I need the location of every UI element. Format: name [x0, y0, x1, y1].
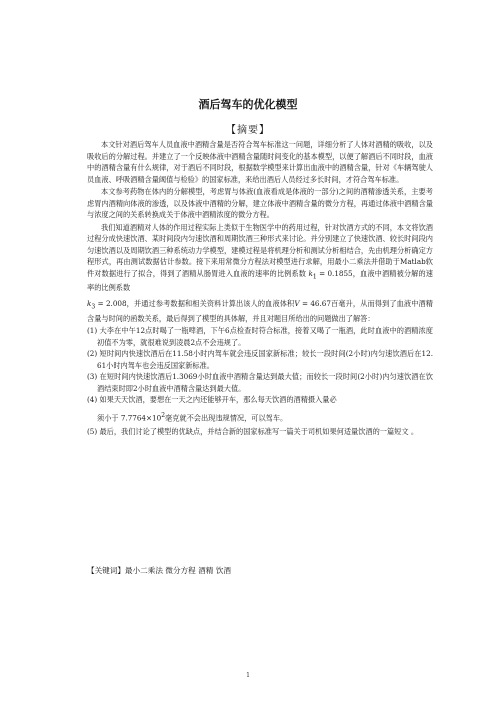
- answer-item-5: (5) 最后，我们讨论了模型的优缺点，并结合新的国家标准写一篇关于司机如果何适量饮酒的一篇短文 。: [87, 426, 419, 436]
- answer-item-4-continued: 须小于 $7.7764\times 10^2$毫克就不会出现违规情况，可以驾车。: [97, 411, 288, 423]
- paragraph-3-text: 我们知道酒精对人体的作用过程实际上类似于生物医学中的药用过程，针对饮酒方式的不同，本文将饮酒过程分成快速饮酒、某时间段内匀速饮酒和周期饮酒三种形式来讨论。并分别建立了快速饮酒、较长时间段内匀速饮酒以及周期饮酒三种系统动力学模型，建模过程是将机理分析和测试分析相结合，先由机理分析确定方程形式，再由测试数据估计参数。接下来用常微分方程法对模型进行求解，用最小二乘法并借助于Matlab软件对数据进行了拟合，得到了酒精从肠胃进入血液的速率的比例系数: [87, 222, 433, 278]
- k3-mid: ，并通过参考数据和相关资料计算出该人的血液体积: [126, 298, 295, 308]
- answer-list: [87, 325, 433, 437]
- k1-symbol: k: [308, 268, 313, 278]
- k3-symbol: k: [87, 298, 92, 308]
- k3-value: = 2.008: [97, 298, 127, 308]
- answer-item-4: [87, 394, 433, 406]
- k3-subscript: 3: [91, 303, 96, 311]
- answer-item-1: (1) 大李在中午12点时喝了一瓶啤酒，下午6点检查时符合标准，接着又喝了一瓶酒，此时血液中的酒精浓度初值不为零，就很难说到凌晨2点不会违规了。: [87, 326, 433, 347]
- abstract-paragraph-1: 本文针对酒后驾车人员血液中酒精含量是否符合驾车标准这一问题，详细分析了人体对酒精的吸收，以及吸收后的分解过程。并建立了一个反映体液中酒精含量随时间变化的基本模型，以便了解酒后不同时段，血液中的酒精含量有什么规律，对于酒后不同时段，根据数学模型来计算出血液中的酒精含量，针对《车辆驾驶人员血液、呼吸酒精含量阈值与检验》的国家标准，来给出酒后人员经过多长时间，才符合驾车标准。: [87, 140, 433, 184]
- k1-value: = 0.1855: [319, 268, 353, 278]
- answer-4-tail: 毫克就不会出现违规情况，可以驾车。: [165, 413, 288, 423]
- v-symbol: V: [294, 298, 300, 308]
- paper-title: 酒后驾车的优化模型: [198, 98, 298, 111]
- page-number: 1: [246, 672, 250, 679]
- answer-item-3: (3) 在短时间内快速饮酒后1.3069小时血液中酒精含量达到最大值；而较长一段时间(2小时)内匀速饮酒在饮酒结束时即2小时血液中酒精含量达到最大值。: [87, 372, 433, 393]
- abstract-body: [87, 139, 433, 437]
- abstract-paragraph-4: [87, 298, 433, 324]
- answer-4-value: 7.7764×10: [120, 413, 162, 423]
- abstract-heading: 【摘要】: [226, 125, 270, 136]
- v-tail: 百毫升，从而得到了血液中酒精含量与时间的函数关系，最后得到了模型的具体解，并且对题目所给出的问题做出了解答：: [87, 298, 433, 323]
- answer-item-2: (2) 短时间内快速饮酒后在11.58小时内驾车就会违反国家新标准；较长一段时间(2小时)内匀速饮酒后在12.61小时内驾车也会违反国家新标准。: [87, 349, 433, 370]
- abstract-paragraph-3: [87, 222, 433, 294]
- k1-subscript: 1: [312, 272, 317, 280]
- abstract-paragraph-2: 本文参考药物在体内的分解模型，考虑胃与体液(血液看成是体液的一部分)之间的酒精渗透关系，主要考虑胃内酒精向体液的渗透，以及体液中酒精的分解，建立体液中酒精含量的微分方程，再通过体液中酒精含量与浓度之间的关系转换成关于体液中酒精浓度的微分方程。: [87, 187, 433, 219]
- answer-4-exponent: 2: [161, 411, 166, 419]
- answer-4-text: (4) 如果天天饮酒，要想在一天之内还能够开车，那么每天饮酒的酒精摄入量必: [87, 395, 337, 405]
- v-value: = 46.67: [301, 298, 331, 308]
- k1-tail: ，血液中酒精被分解的速率的比例系数: [87, 268, 433, 293]
- keywords: 【关键词】最小二乘法 微分方程 酒精 饮酒: [87, 566, 231, 575]
